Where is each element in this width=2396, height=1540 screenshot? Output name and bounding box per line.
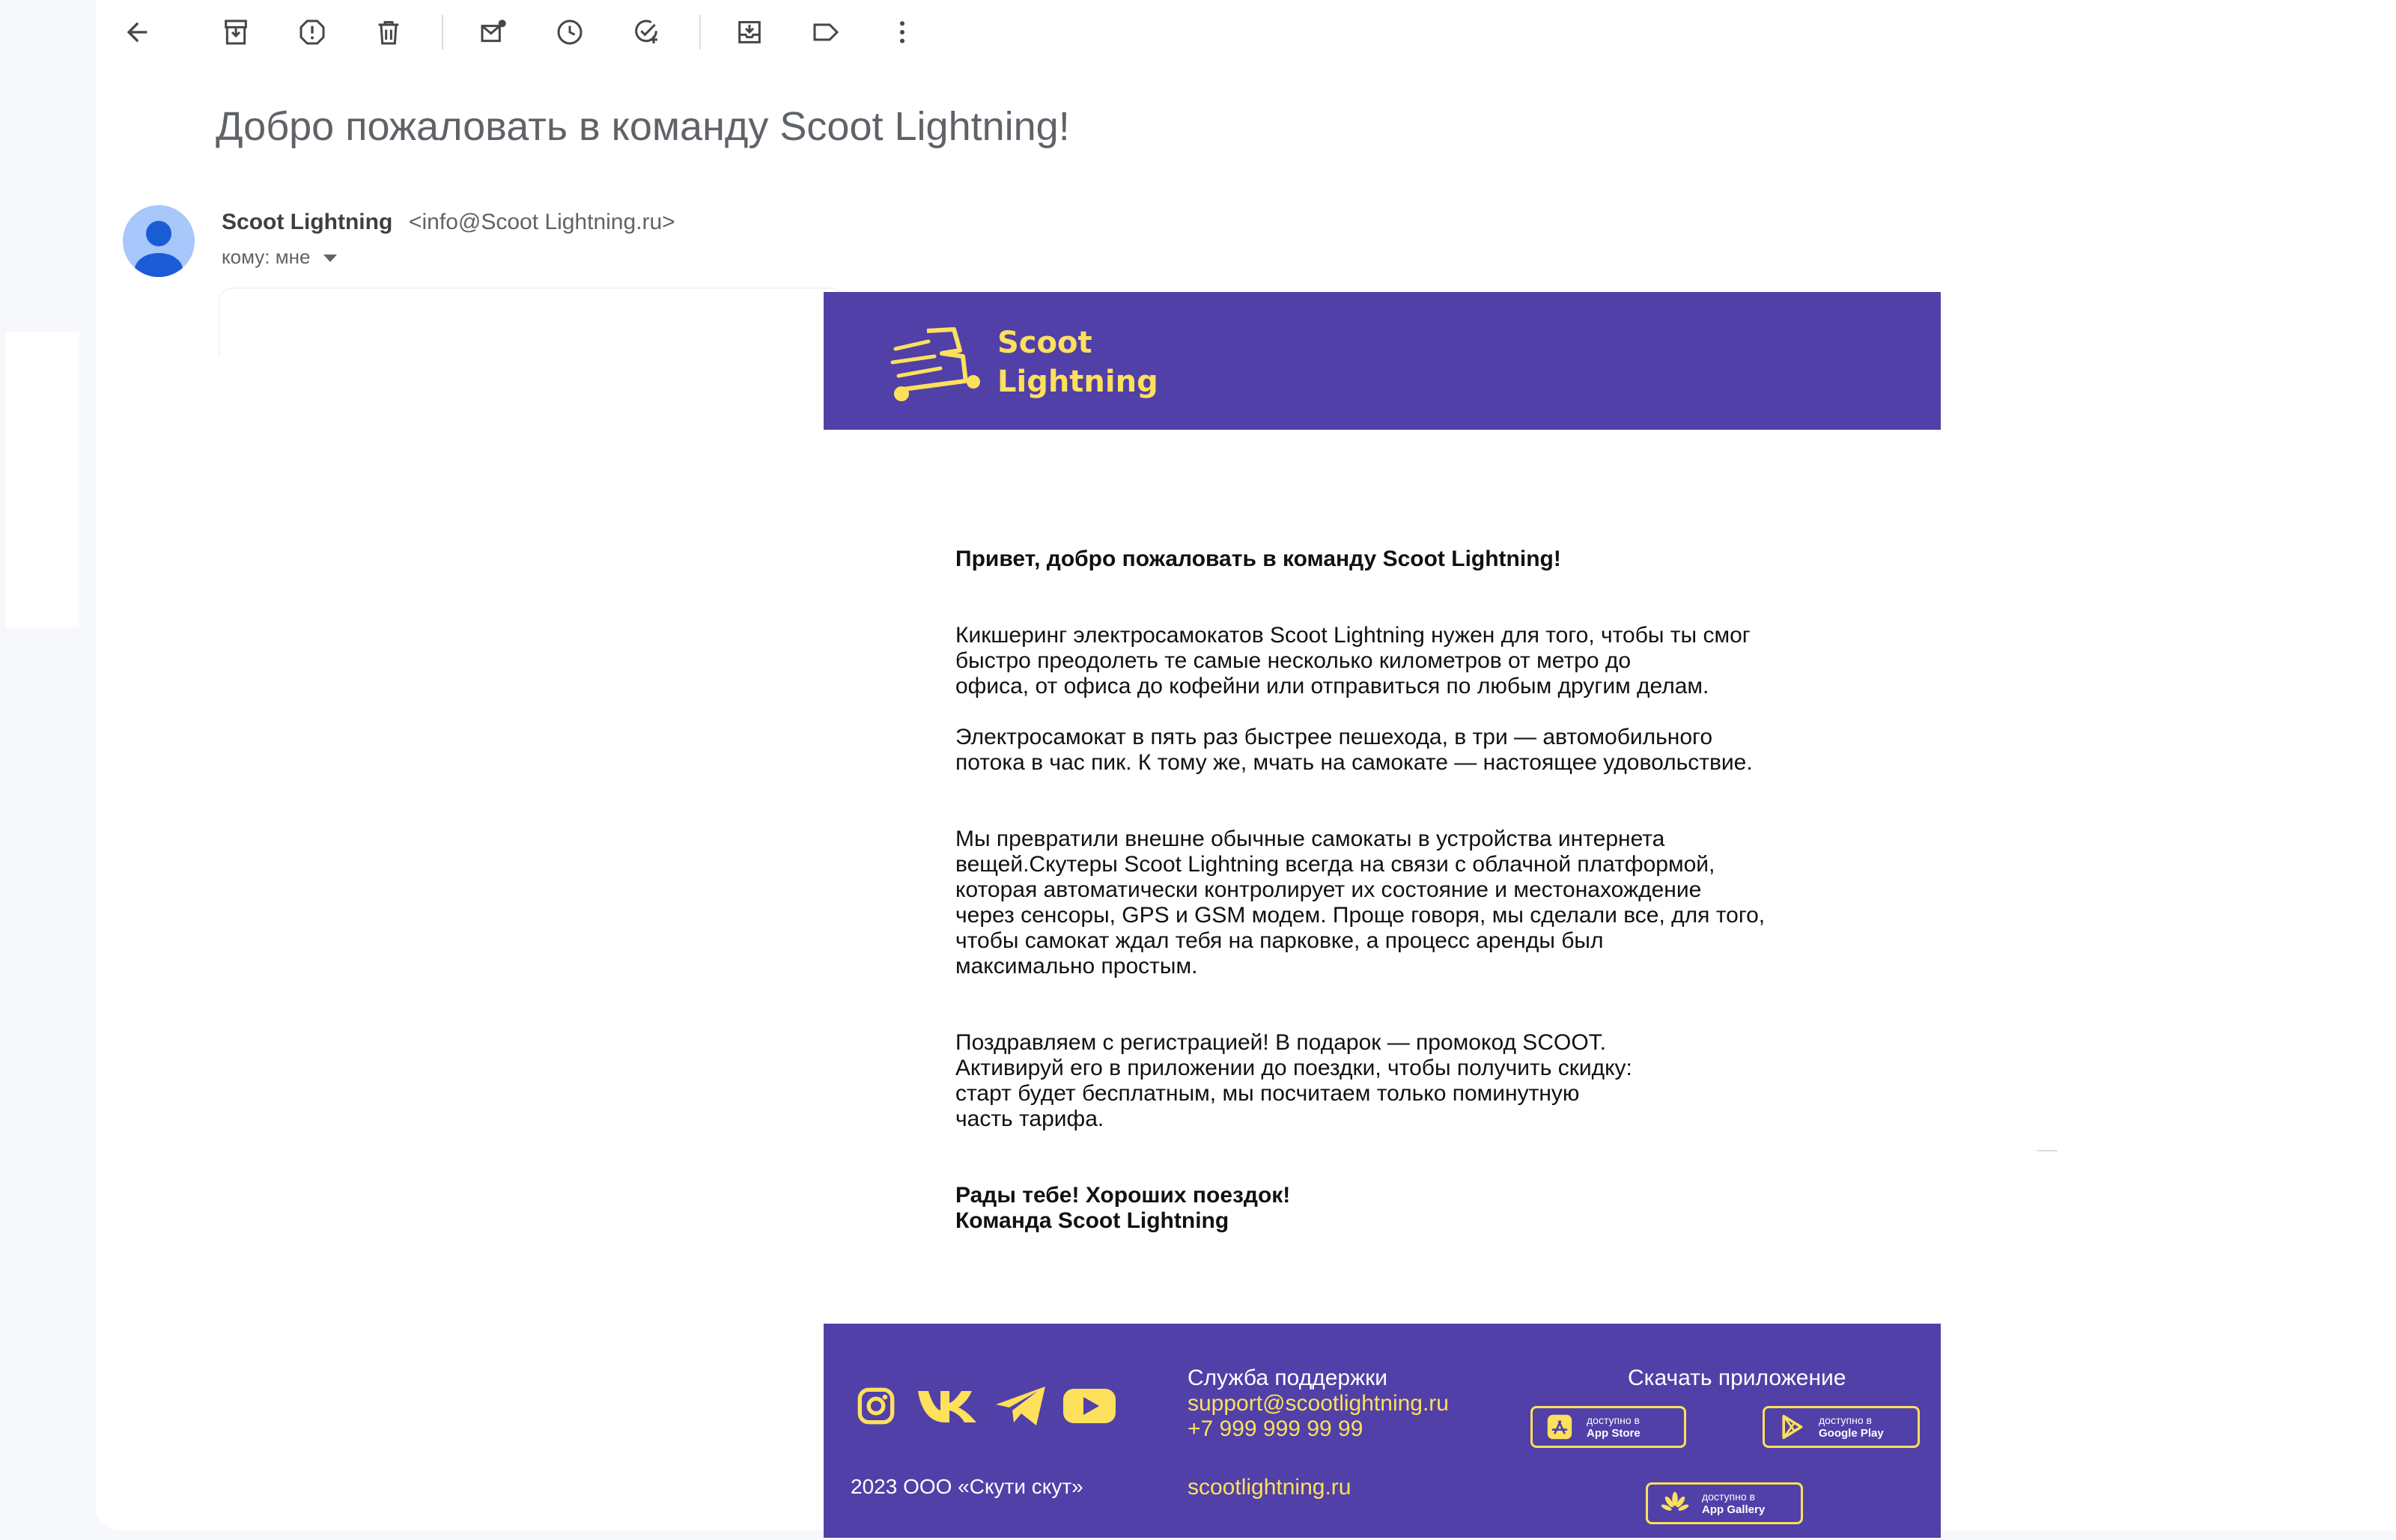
store-label <box>1702 1491 1765 1516</box>
greeting-heading: Привет, добро пожаловать в команду Scoot Lightning! <box>955 547 1561 571</box>
archive-icon <box>221 17 251 47</box>
text-line: вещей.Скутеры Scoot Lightning всегда на связи с облачной платформой, <box>955 852 1715 877</box>
email-content <box>955 547 1824 1234</box>
sender-name[interactable]: Scoot Lightning <box>222 210 393 234</box>
store-name: App Store <box>1587 1427 1641 1440</box>
signature-line: Команда Scoot Lightning <box>955 1208 1229 1233</box>
move-to-icon <box>735 17 764 47</box>
vk-link[interactable] <box>915 1382 979 1430</box>
text-line: Мы превратили внешне обычные самокаты в устройства интернета <box>955 827 1665 851</box>
store-name: App Gallery <box>1702 1503 1766 1516</box>
more-vert-icon <box>887 17 917 47</box>
toolbar-divider <box>442 15 443 49</box>
text-line: потока в час пик. К тому же, мчать на самокате — настоящее удовольствие. <box>955 750 1753 775</box>
text-line: Поздравляем с регистрацией! В подарок — промокод SCOOT. <box>955 1030 1606 1055</box>
message-subject: Добро пожаловать в команду Scoot Lightning! <box>216 104 1070 149</box>
huawei-icon <box>1658 1487 1691 1520</box>
brand-line: Lightning <box>997 365 1158 399</box>
app-gallery-button[interactable] <box>1646 1482 1803 1524</box>
support-title: Служба поддержки <box>1188 1366 1388 1390</box>
app-store-button[interactable] <box>1530 1406 1686 1448</box>
signature <box>955 1183 1824 1234</box>
toolbar-divider <box>699 15 701 49</box>
archive-button[interactable] <box>217 13 255 51</box>
google-play-button[interactable] <box>1763 1406 1920 1448</box>
website-link[interactable]: scootlightning.ru <box>1188 1475 1351 1500</box>
divider <box>2037 1150 2058 1151</box>
recipient-label: кому: мне <box>222 246 311 268</box>
paragraph <box>955 623 1824 699</box>
instagram-icon <box>857 1387 896 1425</box>
left-panel-strip <box>6 332 79 627</box>
store-caption: доступно в <box>1587 1414 1640 1426</box>
message-toolbar <box>96 0 2396 67</box>
email-header-banner <box>824 292 1941 430</box>
text-line: Кикшеринг электросамокатов Scoot Lightning нужен для того, чтобы ты смог <box>955 623 1751 648</box>
text-line: часть тарифа. <box>955 1107 1104 1131</box>
brand-line: Scoot <box>997 326 1092 360</box>
report-spam-button[interactable] <box>294 13 331 51</box>
telegram-link[interactable] <box>993 1382 1048 1430</box>
add-task-button[interactable] <box>627 13 665 51</box>
text-line: чтобы самокат ждал тебя на парковке, а процесс аренды был <box>955 928 1604 953</box>
snooze-icon <box>555 17 585 47</box>
paragraph <box>955 1030 1824 1132</box>
scooter-logo-icon <box>888 319 990 406</box>
text-line: которая автоматически контролирует их состояние и местонахождение <box>955 877 1702 902</box>
app-store-icon <box>1543 1410 1576 1443</box>
email-footer <box>824 1324 1941 1538</box>
snooze-button[interactable] <box>551 13 589 51</box>
label-icon <box>811 17 841 47</box>
label-button[interactable] <box>807 13 845 51</box>
brand-wordmark <box>997 323 1158 401</box>
add-task-icon <box>631 17 661 47</box>
text-line: старт будет бесплатным, мы посчитаем только поминутную <box>955 1081 1580 1106</box>
more-options-button[interactable] <box>884 13 921 51</box>
store-label <box>1587 1414 1641 1440</box>
support-phone-link[interactable]: +7 999 999 99 99 <box>1188 1416 1363 1441</box>
text-line: через сенсоры, GPS и GSM модем. Проще говоря, мы сделали все, для того, <box>955 903 1766 928</box>
text-line: Электросамокат в пять раз быстрее пешехода, в три — автомобильного <box>955 725 1713 749</box>
text-line: максимально простым. <box>955 954 1198 979</box>
back-button[interactable] <box>118 13 156 51</box>
mark-unread-button[interactable] <box>475 13 512 51</box>
text-line: Активируй его в приложении до поездки, чтобы получить скидку: <box>955 1056 1632 1080</box>
store-label <box>1819 1414 1884 1440</box>
recipient-details-toggle[interactable] <box>222 246 337 269</box>
download-title: Скачать приложение <box>1628 1366 1846 1390</box>
copyright: 2023 ООО «Скути скут» <box>851 1475 1083 1498</box>
youtube-icon <box>1062 1386 1117 1426</box>
store-name: Google Play <box>1819 1427 1884 1440</box>
store-caption: доступно в <box>1819 1414 1872 1426</box>
paragraph <box>955 827 1824 979</box>
delete-button[interactable] <box>370 13 407 51</box>
caret-down-icon <box>323 255 337 262</box>
signature-line: Рады тебе! Хороших поездок! <box>955 1183 1291 1208</box>
placeholder-frame <box>219 287 845 356</box>
back-icon <box>122 17 152 47</box>
telegram-icon <box>993 1384 1048 1428</box>
text-line: офиса, от офиса до кофейни или отправиться по любым другим делам. <box>955 674 1709 699</box>
text-line: быстро преодолеть те самые несколько километров от метро до <box>955 648 1632 673</box>
delete-icon <box>374 17 404 47</box>
support-email-link[interactable]: support@scootlightning.ru <box>1188 1391 1449 1416</box>
instagram-link[interactable] <box>855 1382 897 1430</box>
youtube-link[interactable] <box>1062 1382 1117 1430</box>
avatar[interactable] <box>123 205 195 277</box>
paragraph <box>955 725 1824 776</box>
move-to-button[interactable] <box>731 13 768 51</box>
google-play-icon <box>1775 1410 1808 1443</box>
person-icon <box>123 205 195 277</box>
mark-unread-icon <box>478 17 508 47</box>
sender-email: <info@Scoot Lightning.ru> <box>409 210 675 234</box>
vk-icon <box>915 1387 979 1425</box>
report-spam-icon <box>297 17 327 47</box>
store-caption: доступно в <box>1702 1491 1755 1503</box>
